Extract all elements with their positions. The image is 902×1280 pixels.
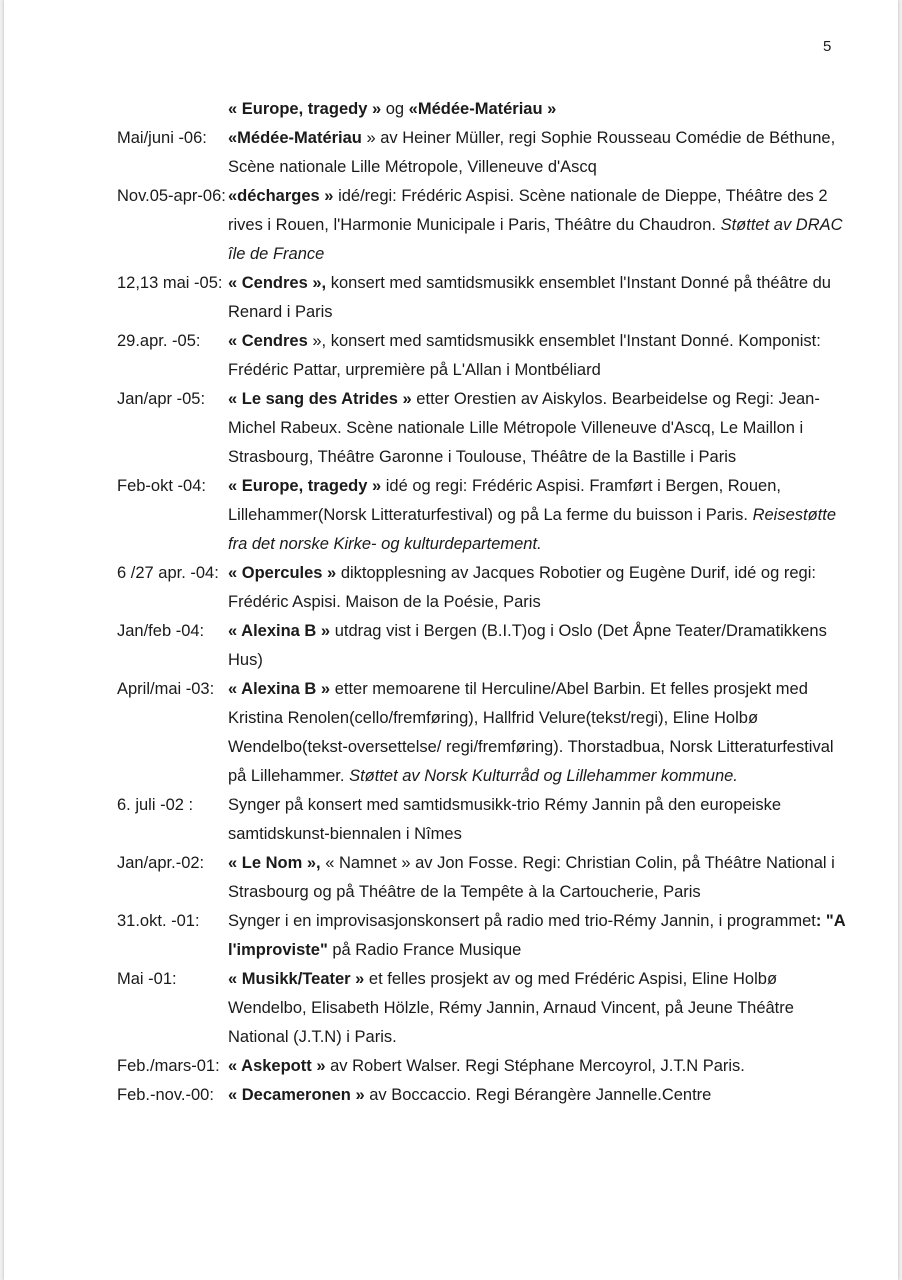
entry-date: April/mai -03: [117,680,215,698]
entry-detail: Synger i en improvisasjonskonsert på radio med trio-Rémy Jannin, i programmet [228,912,816,930]
entry-date: Feb./mars-01: [117,1057,220,1075]
entry-date: Jan/apr.-02: [117,854,205,872]
entry-title: « Cendres », [228,274,327,292]
entry-date: Mai -01: [117,970,177,988]
entry [117,965,847,1052]
entry-detail: Synger på konsert med samtidsmusikk-trio Rémy Jannin på den europeiske samtidskunst-biennalen i Nîmes [228,796,782,843]
entry-detail: » av Heiner Müller, regi Sophie Rousseau Comédie de Béthune, Scène nationale Lille Métropole, Villeneuve d'Ascq [228,129,836,176]
entry-title: : "A l'improviste" [228,912,846,959]
entry-text [228,965,847,1052]
entry-detail: diktopplesning av Jacques Robotier og Eugène Durif, idé og regi: Frédéric Aspisi. Maison de la Poésie, Paris [228,564,816,611]
entry-date: 6. juli -02 : [117,796,194,814]
entry-detail: av Boccaccio. Regi Bérangère Jannelle.Centre [364,1086,712,1104]
entry-title: « Decameronen » [228,1086,365,1104]
entry-text [228,907,847,965]
entry-detail: på Radio France Musique [327,941,522,959]
entry-title: « Askepott » [228,1057,326,1075]
entry-title: « Le Nom », [228,854,321,872]
entry-note: Reisestøtte fra det norske Kirke- og kulturdepartement. [228,506,837,553]
entry-detail: et felles prosjekt av og med Frédéric Aspisi, Eline Holbø Wendelbo, Elisabeth Hölzle, Rémy Jannin, Arnaud Vincent, på Jeune Théâtre National (J.T.N) i Paris. [228,970,794,1046]
page-number: 5 [823,38,832,55]
entry-title: « Cendres [228,332,308,350]
entry-text [228,269,847,327]
entry-text [228,617,847,675]
entry-text [228,124,847,182]
entry-text [228,1052,847,1081]
entry-title: « Le sang des Atrides » [228,390,412,408]
entry-title: «Médée-Matériau » [408,100,557,118]
entry [117,849,847,907]
entry-detail: etter memoarene til Herculine/Abel Barbin. Et felles prosjekt med Kristina Renolen(cello/fremføring), Hallfrid Velure(tekst/regi), Eline Holbø Wendelbo(tekst-oversettelse/ regi/fremføring). Thorstadbua, Norsk Litteraturfestival på Lillehammer. [228,680,834,785]
entry-detail: idé og regi: Frédéric Aspisi. Framført i Bergen, Rouen, Lillehammer(Norsk Litteraturfestival) og på La ferme du buisson i Paris. [228,477,781,524]
entry [117,182,847,269]
entry-date: Jan/feb -04: [117,622,205,640]
entry-date: 6 /27 apr. -04: [117,564,219,582]
entry-detail: utdrag vist i Bergen (B.I.T)og i Oslo (Det Åpne Teater/Dramatikkens Hus) [228,622,827,669]
entry-detail: etter Orestien av Aiskylos. Bearbeidelse og Regi: Jean-Michel Rabeux. Scène nationale Lille Métropole Villeneuve d'Ascq, Le Maillon i Strasbourg, Théâtre Garonne i Toulouse, Théâtre de la Bastille i Paris [228,390,820,466]
entry [117,791,847,849]
entry-text [228,1081,847,1110]
entry [117,269,847,327]
entry-text [228,472,847,559]
entry-detail: », konsert med samtidsmusikk ensemblet l'Instant Donné. Komponist: Frédéric Pattar, urpremière på L'Allan i Montbéliard [228,332,821,379]
entry-date: Jan/apr -05: [117,390,206,408]
entry-title: « Europe, tragedy » [228,477,382,495]
entry [117,675,847,791]
entry-text [228,849,847,907]
entry-note: Støttet av DRAC île de France [228,216,843,263]
entry-detail: « Namnet » av Jon Fosse. Regi: Christian Colin, på Théâtre National i Strasbourg og på Théâtre de la Tempête à la Cartoucherie, Paris [228,854,835,901]
entry [117,617,847,675]
entry [117,1052,847,1081]
entry-detail: og [381,100,409,118]
document-page [4,0,898,1280]
entry-detail: idé/regi: Frédéric Aspisi. Scène nationale de Dieppe, Théâtre des 2 rives i Rouen, l'Harmonie Municipale i Paris, Théâtre du Chaudron. [228,187,828,234]
entry-text [228,95,847,124]
entry-title: « Alexina B » [228,622,331,640]
entry-text [228,791,847,849]
entry-date: 12,13 mai -05: [117,274,223,292]
entry-note: Støttet av Norsk Kulturråd og Lillehammer kommune. [349,767,738,785]
entry-text [228,385,847,472]
entry-text [228,675,847,791]
entry-date: 29.apr. -05: [117,332,201,350]
entry-title: «décharges » [228,187,334,205]
entry-title: « Opercules » [228,564,337,582]
entry-date: Feb-okt -04: [117,477,206,495]
entry [117,472,847,559]
entry [117,385,847,472]
entry [117,95,847,124]
entry-detail: av Robert Walser. Regi Stéphane Mercoyrol, J.T.N Paris. [325,1057,745,1075]
entry-title: « Alexina B » [228,680,331,698]
entry-date: Nov.05-apr-06: [117,187,226,205]
entry-date: Feb.-nov.-00: [117,1086,214,1104]
entry-title: «Médée-Matériau [228,129,367,147]
entries-list [117,95,847,1110]
entry-detail: konsert med samtidsmusikk ensemblet l'Instant Donné på théâtre du Renard i Paris [228,274,831,321]
entry-date: Mai/juni -06: [117,129,207,147]
entry [117,907,847,965]
entry [117,327,847,385]
entry-title: « Europe, tragedy » [228,100,382,118]
entry [117,124,847,182]
entry-title: « Musikk/Teater » [228,970,365,988]
entry [117,559,847,617]
entry-text [228,182,847,269]
entry-text [228,327,847,385]
entry [117,1081,847,1110]
entry-text [228,559,847,617]
entry-date: 31.okt. -01: [117,912,200,930]
